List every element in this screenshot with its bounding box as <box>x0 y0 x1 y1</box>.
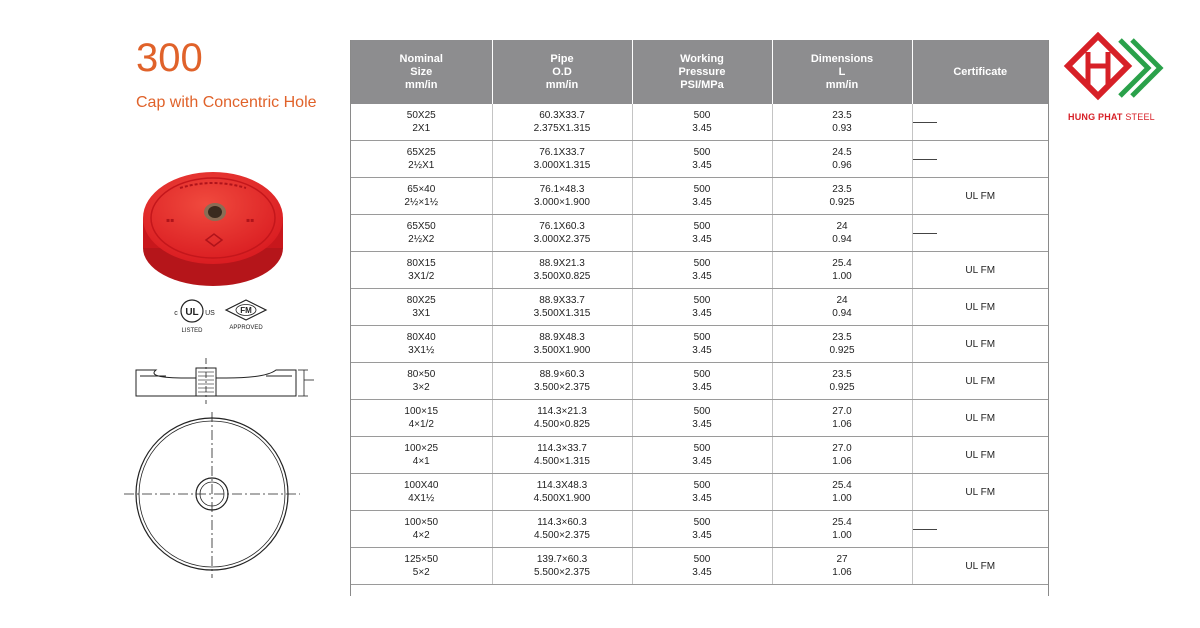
column-header-line: mm/in <box>405 78 438 91</box>
pipe-od-cell-line: 114.3×60.3 <box>537 517 587 528</box>
ul-c-mark: c <box>174 310 178 317</box>
working-pressure-cell-line: 3.45 <box>692 493 712 504</box>
pipe-od-cell-line: 76.1×48.3 <box>539 184 585 195</box>
nominal-size-cell <box>351 511 492 548</box>
column-header-line: O.D <box>552 65 572 78</box>
pipe-od-cell <box>492 104 632 141</box>
column-header-line: mm/in <box>825 78 859 91</box>
nominal-size-cell-line: 100X40 <box>404 480 439 491</box>
dimension-l-cell-line: 0.925 <box>829 197 855 208</box>
pipe-od-cell-line: 5.500×2.375 <box>534 567 590 578</box>
certificate-value: UL FM <box>965 338 996 350</box>
pipe-od-cell <box>492 215 632 252</box>
nominal-size-cell-line: 3X1½ <box>408 345 435 356</box>
brand-name-main: HUNG PHAT <box>1068 112 1123 122</box>
pipe-od-cell-line: 3.000×1.900 <box>534 197 590 208</box>
nominal-size-cell <box>351 104 492 141</box>
nominal-size-cell-line: 65X50 <box>406 221 436 232</box>
nominal-size-cell-line: 4×1 <box>412 456 430 467</box>
ul-us-mark: US <box>205 310 215 317</box>
nominal-size-cell-line: 3×2 <box>412 382 430 393</box>
nominal-size-cell-line: 2½X2 <box>408 234 435 245</box>
dimension-l-cell-line: 0.94 <box>832 234 852 245</box>
dimension-l-cell-line: 0.94 <box>832 308 852 319</box>
dimension-l-cell-line: 25.4 <box>832 258 852 269</box>
pipe-od-cell-line: 4.500×1.315 <box>534 456 590 467</box>
certificate-cell <box>912 252 1048 289</box>
nominal-size-cell-line: 2½X1 <box>408 160 435 171</box>
dimension-l-cell <box>772 178 912 215</box>
pipe-od-cell-line: 3.000X2.375 <box>533 234 591 245</box>
no-certificate-dash <box>913 233 937 234</box>
nominal-size-cell-line: 100×15 <box>404 406 439 417</box>
dimension-l-cell-line: 0.925 <box>829 382 855 393</box>
pipe-od-cell-line: 3.500X1.900 <box>533 345 591 356</box>
svg-text:▪▪: ▪▪ <box>246 217 255 224</box>
working-pressure-cell-line: 500 <box>693 480 711 491</box>
column-header-line: Nominal <box>399 52 443 65</box>
working-pressure-cell <box>632 141 772 178</box>
dimension-l-cell <box>772 474 912 511</box>
working-pressure-cell-line: 3.45 <box>692 345 712 356</box>
working-pressure-cell-line: 500 <box>693 517 711 528</box>
certificate-value: UL FM <box>965 412 996 424</box>
column-header-line: L <box>838 65 846 78</box>
ul-mark: UL <box>185 307 199 318</box>
pipe-od-cell-line: 88.9×60.3 <box>539 369 585 380</box>
working-pressure-cell <box>632 178 772 215</box>
table-row <box>351 363 1048 400</box>
working-pressure-cell <box>632 363 772 400</box>
brand-logo <box>1060 32 1170 115</box>
pipe-od-cell <box>492 326 632 363</box>
nominal-size-cell-line: 65X25 <box>406 147 436 158</box>
working-pressure-cell-line: 500 <box>693 369 711 380</box>
working-pressure-cell <box>632 252 772 289</box>
certification-logos <box>170 296 280 343</box>
certificate-cell <box>912 400 1048 437</box>
pipe-od-cell-line: 114.3×33.7 <box>537 443 587 454</box>
pipe-od-cell-line: 2.375X1.315 <box>533 123 591 134</box>
spec-table <box>351 40 1048 585</box>
table-row <box>351 437 1048 474</box>
dimension-l-cell-line: 1.00 <box>832 493 852 504</box>
column-header-line: Pipe <box>550 52 574 65</box>
dimension-l-cell-line: 23.5 <box>832 369 852 380</box>
pipe-od-cell-line: 114.3×21.3 <box>537 406 587 417</box>
working-pressure-cell-line: 3.45 <box>692 456 712 467</box>
nominal-size-cell-line: 4×2 <box>412 530 430 541</box>
svg-text:▪▪: ▪▪ <box>166 217 175 224</box>
nominal-size-cell <box>351 215 492 252</box>
dimension-l-cell <box>772 548 912 585</box>
table-row <box>351 104 1048 141</box>
column-header <box>912 40 1048 104</box>
dimension-l-cell-line: 25.4 <box>832 480 852 491</box>
pipe-od-cell-line: 76.1X33.7 <box>539 147 585 158</box>
certificate-value: UL FM <box>965 560 996 572</box>
table-row <box>351 252 1048 289</box>
column-header-line: Pressure <box>678 65 726 78</box>
working-pressure-cell-line: 500 <box>693 554 711 565</box>
pipe-od-cell-line: 139.7×60.3 <box>536 554 588 565</box>
working-pressure-cell <box>632 511 772 548</box>
column-header <box>772 40 912 104</box>
certificate-cell <box>912 474 1048 511</box>
pipe-od-cell-line: 3.500×2.375 <box>534 382 590 393</box>
nominal-size-cell-line: 2X1 <box>412 123 431 134</box>
pipe-od-cell-line: 88.9X48.3 <box>539 332 585 343</box>
certificate-cell <box>912 511 1048 548</box>
nominal-size-cell <box>351 178 492 215</box>
working-pressure-cell-line: 500 <box>693 332 711 343</box>
dimension-l-cell <box>772 141 912 178</box>
table-row <box>351 511 1048 548</box>
certificate-value: UL FM <box>965 190 996 202</box>
pipe-od-cell <box>492 289 632 326</box>
nominal-size-cell-line: 4X1½ <box>408 493 435 504</box>
dimension-l-cell-line: 27.0 <box>832 406 852 417</box>
column-header-line: Certificate <box>953 65 1008 78</box>
dimension-l-cell-line: 1.06 <box>832 456 852 467</box>
nominal-size-cell-line: 2½×1½ <box>404 197 439 208</box>
nominal-size-cell-line: 4×1/2 <box>408 419 434 430</box>
spec-table-container <box>350 40 1049 596</box>
dimension-l-cell-line: 24 <box>836 295 848 306</box>
column-header-line: Working <box>680 52 724 65</box>
dimension-l-cell <box>772 437 912 474</box>
ul-listed-label: LISTED <box>181 328 203 334</box>
nominal-size-cell <box>351 400 492 437</box>
dimension-l-cell-line: 27 <box>836 554 848 565</box>
dimension-l-cell-line: 0.93 <box>832 123 852 134</box>
dimension-l-cell <box>772 252 912 289</box>
nominal-size-cell <box>351 474 492 511</box>
nominal-size-cell-line: 100×25 <box>404 443 439 454</box>
table-row <box>351 178 1048 215</box>
working-pressure-cell <box>632 437 772 474</box>
dimension-l-cell-line: 1.00 <box>832 271 852 282</box>
no-certificate-dash <box>913 122 937 123</box>
nominal-size-cell-line: 100×50 <box>404 517 439 528</box>
nominal-size-cell-line: 65×40 <box>407 184 436 195</box>
pipe-od-cell <box>492 400 632 437</box>
dimension-l-cell <box>772 511 912 548</box>
certificate-cell <box>912 437 1048 474</box>
fm-mark: FM <box>240 306 252 315</box>
nominal-size-cell <box>351 141 492 178</box>
working-pressure-cell-line: 500 <box>693 184 711 195</box>
certificate-cell <box>912 289 1048 326</box>
pipe-od-cell-line: 4.500X1.900 <box>533 493 591 504</box>
pipe-od-cell <box>492 178 632 215</box>
dimension-l-cell-line: 23.5 <box>832 184 852 195</box>
brand-name <box>1068 112 1155 122</box>
working-pressure-cell-line: 3.45 <box>692 308 712 319</box>
pipe-od-cell-line: 76.1X60.3 <box>539 221 585 232</box>
column-header-line: Size <box>410 65 433 78</box>
working-pressure-cell-line: 3.45 <box>692 271 712 282</box>
table-body <box>351 104 1048 585</box>
dimension-l-cell <box>772 363 912 400</box>
working-pressure-cell <box>632 548 772 585</box>
fm-approved-label: APPROVED <box>229 325 263 331</box>
table-row <box>351 400 1048 437</box>
pipe-od-cell-line: 3.500X1.315 <box>533 308 591 319</box>
table-row <box>351 474 1048 511</box>
pipe-od-cell-line: 4.500×0.825 <box>534 419 590 430</box>
working-pressure-cell <box>632 326 772 363</box>
dimension-l-cell-line: 1.06 <box>832 419 852 430</box>
top-view-drawing <box>120 412 310 587</box>
nominal-size-cell-line: 3X1 <box>412 308 431 319</box>
dimension-l-cell-line: 27.0 <box>832 443 852 454</box>
pipe-od-cell-line: 60.3X33.7 <box>539 110 585 121</box>
pipe-od-cell-line: 3.000X1.315 <box>533 160 591 171</box>
certificate-cell <box>912 178 1048 215</box>
pipe-od-cell-line: 3.500X0.825 <box>533 271 591 282</box>
ul-listed-logo <box>174 300 215 334</box>
nominal-size-cell-line: 5×2 <box>412 567 430 578</box>
nominal-size-cell-line: 80×50 <box>407 369 436 380</box>
pipe-od-cell <box>492 474 632 511</box>
dimension-l-cell <box>772 289 912 326</box>
brand-name-suffix: STEEL <box>1125 112 1155 122</box>
pipe-od-cell <box>492 437 632 474</box>
table-row <box>351 548 1048 585</box>
column-header <box>492 40 632 104</box>
nominal-size-cell-line: 125×50 <box>404 554 439 565</box>
working-pressure-cell <box>632 474 772 511</box>
no-certificate-dash <box>913 159 937 160</box>
product-photo <box>138 160 288 295</box>
working-pressure-cell-line: 500 <box>693 147 711 158</box>
pipe-od-cell <box>492 511 632 548</box>
column-header-line: Dimensions <box>810 52 874 65</box>
nominal-size-cell-line: 80X25 <box>406 295 436 306</box>
dimension-l-cell-line: 1.06 <box>832 567 852 578</box>
pipe-od-cell-line: 88.9X21.3 <box>539 258 585 269</box>
section-drawing <box>126 356 326 411</box>
dimension-l-cell <box>772 104 912 141</box>
dimension-l-cell-line: 23.5 <box>832 332 852 343</box>
certificate-cell <box>912 141 1048 178</box>
nominal-size-cell <box>351 252 492 289</box>
working-pressure-cell-line: 3.45 <box>692 197 712 208</box>
table-row <box>351 326 1048 363</box>
working-pressure-cell <box>632 400 772 437</box>
certificate-value: UL FM <box>965 486 996 498</box>
nominal-size-cell <box>351 437 492 474</box>
dimension-l-cell <box>772 400 912 437</box>
brand-emblem-icon <box>1068 36 1160 96</box>
column-header <box>632 40 772 104</box>
nominal-size-cell <box>351 326 492 363</box>
table-row <box>351 141 1048 178</box>
column-header-line: PSI/MPa <box>680 78 724 91</box>
pipe-od-cell <box>492 252 632 289</box>
certificate-value: UL FM <box>965 375 996 387</box>
working-pressure-cell-line: 500 <box>693 295 711 306</box>
dimension-l-cell <box>772 215 912 252</box>
working-pressure-cell-line: 3.45 <box>692 567 712 578</box>
no-certificate-dash <box>913 529 937 530</box>
working-pressure-cell-line: 500 <box>693 443 711 454</box>
pipe-od-cell <box>492 363 632 400</box>
certificate-cell <box>912 326 1048 363</box>
fm-approved-logo <box>226 300 266 331</box>
certificate-cell <box>912 548 1048 585</box>
certificate-value: UL FM <box>965 264 996 276</box>
nominal-size-cell-line: 80X15 <box>406 258 436 269</box>
working-pressure-cell <box>632 104 772 141</box>
product-name: Cap with Concentric Hole <box>136 94 317 111</box>
working-pressure-cell-line: 500 <box>693 406 711 417</box>
certificate-cell <box>912 104 1048 141</box>
working-pressure-cell-line: 3.45 <box>692 530 712 541</box>
column-header <box>351 40 492 104</box>
product-code: 300 <box>136 36 203 80</box>
nominal-size-cell <box>351 289 492 326</box>
certificate-value: UL FM <box>965 301 996 313</box>
dimension-l-cell-line: 23.5 <box>832 110 852 121</box>
dimension-l-cell-line: 24.5 <box>832 147 852 158</box>
dimension-l-cell-line: 0.925 <box>829 345 855 356</box>
dimension-l-cell-line: 25.4 <box>832 517 852 528</box>
nominal-size-cell-line: 80X40 <box>406 332 436 343</box>
dimension-l-cell <box>772 326 912 363</box>
nominal-size-cell <box>351 363 492 400</box>
pipe-od-cell-line: 4.500×2.375 <box>534 530 590 541</box>
working-pressure-cell <box>632 289 772 326</box>
table-row <box>351 289 1048 326</box>
certificate-value: UL FM <box>965 449 996 461</box>
working-pressure-cell-line: 500 <box>693 110 711 121</box>
certificate-cell <box>912 363 1048 400</box>
dimension-l-cell-line: 0.96 <box>832 160 852 171</box>
working-pressure-cell-line: 500 <box>693 258 711 269</box>
working-pressure-cell-line: 3.45 <box>692 234 712 245</box>
nominal-size-cell <box>351 548 492 585</box>
working-pressure-cell-line: 500 <box>693 221 711 232</box>
nominal-size-cell-line: 50X25 <box>406 110 436 121</box>
table-row <box>351 215 1048 252</box>
working-pressure-cell-line: 3.45 <box>692 123 712 134</box>
pipe-od-cell-line: 114.3X48.3 <box>536 480 588 491</box>
dimension-l-cell-line: 1.00 <box>832 530 852 541</box>
column-header-line: mm/in <box>545 78 579 91</box>
certificate-cell <box>912 215 1048 252</box>
working-pressure-cell-line: 3.45 <box>692 419 712 430</box>
table-header-row <box>351 40 1048 104</box>
pipe-od-cell-line: 88.9X33.7 <box>539 295 585 306</box>
working-pressure-cell-line: 3.45 <box>692 382 712 393</box>
dimension-l-cell-line: 24 <box>836 221 848 232</box>
nominal-size-cell-line: 3X1/2 <box>408 271 435 282</box>
pipe-od-cell <box>492 141 632 178</box>
pipe-od-cell <box>492 548 632 585</box>
working-pressure-cell <box>632 215 772 252</box>
working-pressure-cell-line: 3.45 <box>692 160 712 171</box>
